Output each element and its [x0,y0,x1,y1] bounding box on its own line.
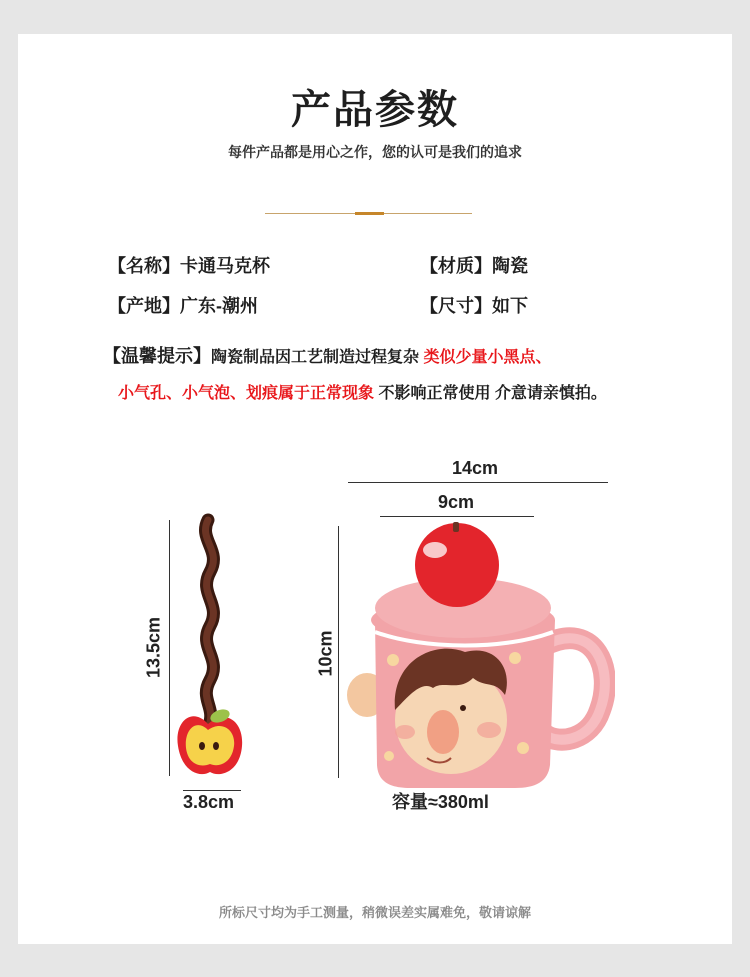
page-subtitle: 每件产品都是用心之作，您的认可是我们的追求 [228,144,522,160]
spec-name: 【名称】卡通马克杯 [108,256,270,276]
footnote: 所标尺寸均为手工测量，稍微误差实属难免，敬请谅解 [218,905,531,920]
spec-size: 【尺寸】如下 [420,296,528,316]
spoon-illustration [170,510,270,790]
spec-material: 【材质】陶瓷 [420,256,528,276]
notice-highlight-1: 类似少量小黑点、 [423,349,552,366]
mug-width-label: 14cm [452,458,499,478]
notice-text-1: 陶瓷制品因工艺制造过程复杂 [211,349,420,366]
divider-accent [355,212,384,215]
spoon-width-line [183,790,241,791]
mug-height-line [338,526,339,778]
mug-lid-line [380,516,534,517]
page-title: 产品参数 [291,88,459,132]
mug-illustration [345,520,615,790]
spoon-width-label: 3.8cm [183,792,235,812]
capacity-label: 容量≈380ml [392,792,489,812]
mug-height-label: 10cm [315,630,336,677]
notice-highlight-2: 小气孔、小气泡、划痕属于正常现象 [118,385,375,402]
notice-text-2: 不影响正常使用 介意请亲慎拍。 [378,385,607,402]
spoon-length-label: 13.5cm [143,616,164,679]
mug-width-line [348,482,608,483]
divider-left [265,213,355,214]
divider-right [384,213,472,214]
notice-line-1 [103,342,551,368]
content-card [18,34,732,944]
notice-label: 【温馨提示】 [103,346,211,366]
spec-origin: 【产地】广东-潮州 [108,296,258,316]
mug-lid-label: 9cm [438,492,475,512]
notice-line-2 [118,380,607,403]
